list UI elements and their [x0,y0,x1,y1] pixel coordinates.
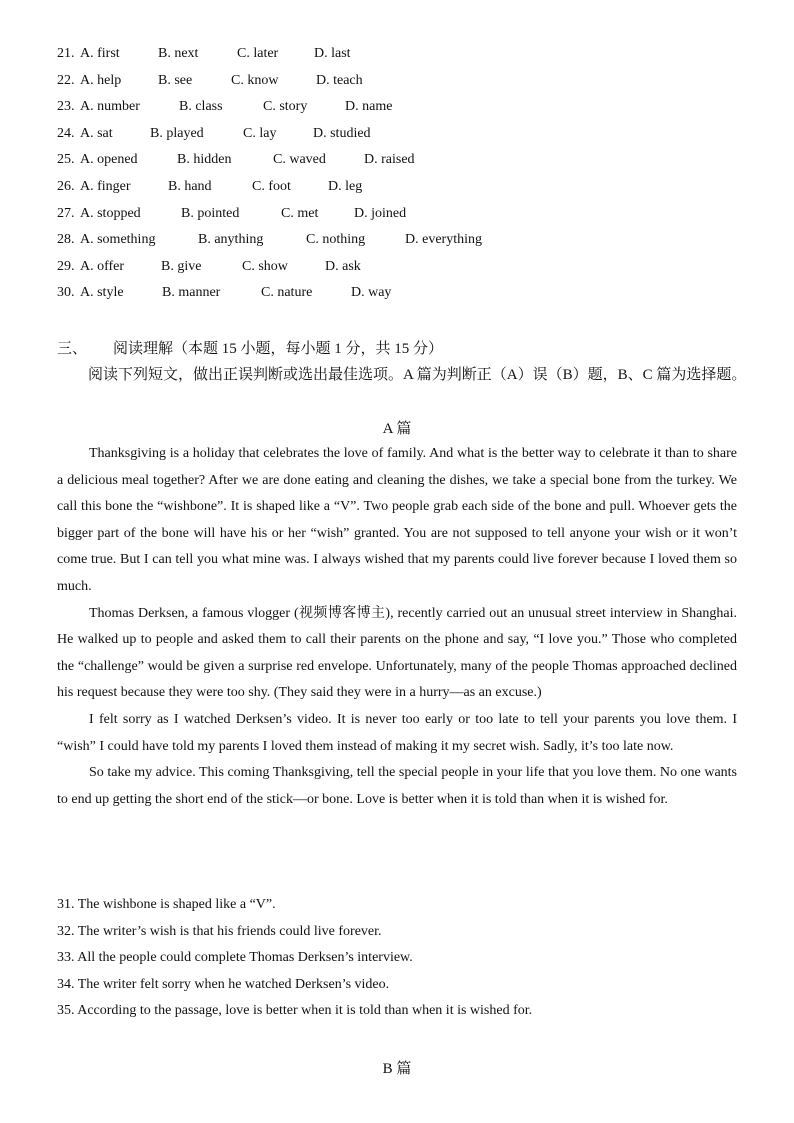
option-c: C. know [231,72,279,88]
option-d: D. name [345,99,393,115]
option-b: B. played [150,125,204,141]
option-c: C. nothing [306,232,366,248]
option-c: C. story [263,99,308,115]
cloze-options [57,44,757,310]
cloze-option-row [57,150,757,177]
cloze-option-row [57,44,757,71]
question-35: 35. According to the passage, love is better when it is told than when it is wished for. [57,1003,533,1019]
passage-b-title: B 篇 [382,1061,412,1077]
option-b: B. see [158,72,193,88]
option-number: 26. [57,178,75,194]
section-heading [57,337,443,358]
option-d: D. raised [364,152,415,168]
question-33: 33. All the people could complete Thomas Derksen’s interview. [57,950,413,966]
cloze-option-row [57,71,757,98]
option-a: A. stopped [80,205,141,221]
option-number: 28. [57,232,75,248]
cloze-option-row [57,283,757,310]
passage-a [57,441,737,813]
option-a: A. offer [80,258,125,274]
option-d: D. studied [313,125,371,141]
option-d: D. everything [405,232,482,248]
option-b: B. anything [198,232,264,248]
option-number: 29. [57,258,75,274]
passage-a-title: A 篇 [382,421,412,437]
section-instructions: 阅读下列短文，做出正误判断或选出最佳选项。A 篇为判断正（A）误（B）题，B、C 篇为选择题。 [88,367,747,383]
passage-paragraph: Thanksgiving is a holiday that celebrates the love of family. And what is the better way to celebrate it than to share a delicious meal together? After we are done eating and cleaning the dishes, we take a special bone from the turkey. We call this bone the “wishbone”. It is shaped like a “V”. Two people grab each side of the bone and pull. Whoever gets the bigger part of the bone will have his or her “wish” granted. You are not supposed to tell anyone your wish or it won’t come true. But I can tell you what mine was. I always wished that my parents could live forever because I loved them so much. [57,446,737,594]
option-a: A. style [80,285,124,301]
option-number: 22. [57,72,75,88]
option-d: D. leg [328,178,363,194]
option-number: 21. [57,46,75,61]
option-d: D. last [314,46,351,61]
cloze-option-row [57,124,757,151]
option-b: B. hand [168,178,212,194]
option-d: D. way [351,285,392,301]
passage-paragraph: Thomas Derksen, a famous vlogger (视频博客博主), recently carried out an unusual street interview in Shanghai. He walked up to people and asked them to call their parents on the phone and say, “I love you.” Those who completed the “challenge” would be given a surprise red envelope. Unfortunately, many of the people Thomas approached declined his request because they were too shy. (They said they were in a hurry—as an excuse.) [57,605,737,701]
option-number: 30. [57,285,75,301]
cloze-option-row [57,97,757,124]
cloze-option-row [57,204,757,231]
option-number: 24. [57,125,75,141]
option-c: C. nature [261,285,313,301]
true-false-questions [57,895,757,1028]
option-b: B. next [158,46,199,61]
question-34: 34. The writer felt sorry when he watched Derksen’s video. [57,976,390,992]
passage-paragraph: I felt sorry as I watched Derksen’s video. It is never too early or too late to tell your parents you love them. I “wish” I could have told my parents I loved them instead of making it my secret wish. Sadly, it’s too late now. [57,711,737,754]
option-b: B. hidden [177,152,232,168]
section-number: 三、 [57,341,88,357]
option-number: 25. [57,152,75,168]
option-c: C. waved [273,152,326,168]
question-31: 31. The wishbone is shaped like a “V”. [57,897,276,912]
option-c: C. foot [252,178,291,194]
option-a: A. opened [80,152,138,168]
option-d: D. joined [354,205,407,221]
option-number: 27. [57,205,75,221]
option-c: C. lay [243,125,277,141]
question-32: 32. The writer’s wish is that his friends could live forever. [57,923,382,939]
option-a: A. something [80,232,156,248]
cloze-option-row [57,257,757,284]
option-a: A. number [80,99,140,115]
option-b: B. manner [162,285,221,301]
option-d: D. teach [316,72,363,88]
option-b: B. pointed [181,205,240,221]
option-a: A. finger [80,178,131,194]
cloze-option-row [57,230,757,257]
cloze-option-row [57,177,757,204]
option-c: C. later [237,46,279,61]
option-c: C. show [242,258,288,274]
option-c: C. met [281,205,319,221]
option-a: A. first [80,46,120,61]
passage-paragraph: So take my advice. This coming Thanksgiving, tell the special people in your life that you love them. No one wants to end up getting the short end of the stick—or bone. Love is better when it is told than when it is wished for. [57,765,737,807]
option-number: 23. [57,99,75,115]
option-a: A. help [80,72,122,88]
option-b: B. class [179,99,223,115]
option-a: A. sat [80,125,113,141]
section-title: 阅读理解（本题 15 小题，每小题 1 分，共 15 分） [113,341,444,357]
option-b: B. give [161,258,202,274]
option-d: D. ask [325,258,361,274]
